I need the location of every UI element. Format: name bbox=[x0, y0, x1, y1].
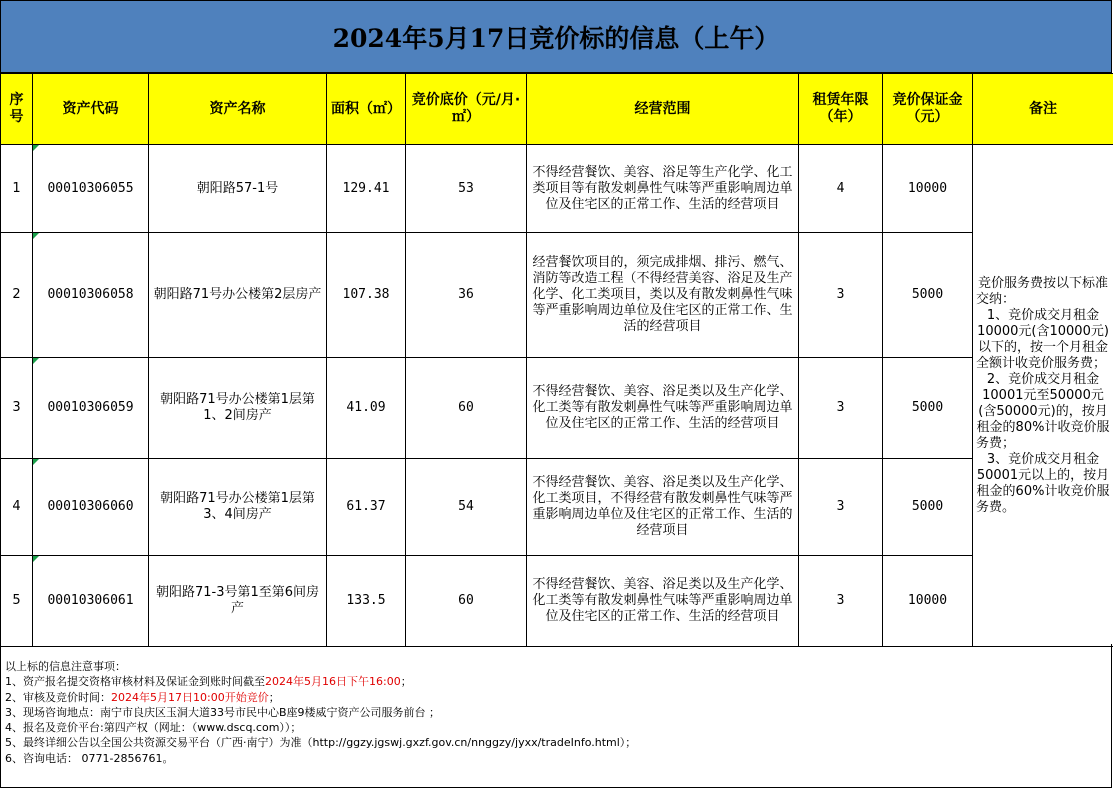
note-line: 2、审核及竞价时间：2024年5月17日10:00开始竞价； bbox=[5, 690, 280, 704]
cell-seq[interactable]: 5 bbox=[1, 556, 33, 647]
cell-code[interactable]: 00010306059 bbox=[33, 358, 149, 459]
cell-area[interactable]: 41.09 bbox=[327, 358, 406, 459]
cell-code[interactable]: 00010306058 bbox=[33, 233, 149, 358]
bidding-table bbox=[0, 73, 1113, 647]
cell-seq[interactable]: 4 bbox=[1, 459, 33, 556]
remark-line: 2、竞价成交月租金10001元至50000元(含50000元)的，按月租金的80%计收竞价服务费； bbox=[976, 371, 1110, 451]
table-row bbox=[1, 145, 1113, 233]
header-term[interactable]: 租赁年限（年） bbox=[799, 74, 883, 145]
sheet-title: 2024年5月17日竞价标的信息（上午） bbox=[0, 0, 1112, 73]
header-seq[interactable]: 序号 bbox=[1, 74, 33, 145]
cell-scope[interactable]: 不得经营餐饮、美容、浴足类以及生产化学、化工类等有散发刺鼻性气味等严重影响周边单位及住宅区的正常工作、生活的经营项目 bbox=[527, 358, 799, 459]
header-code[interactable]: 资产代码 bbox=[33, 74, 149, 145]
cell-scope[interactable]: 不得经营餐饮、美容、浴足等生产化学、化工类项目等有散发刺鼻性气味等严重影响周边单位及住宅区的正常工作、生活的经营项目 bbox=[527, 145, 799, 233]
cell-code[interactable]: 00010306060 bbox=[33, 459, 149, 556]
note-line: 4、报名及竞价平台:第四产权（网址：（www.dscq.com））； bbox=[5, 721, 302, 735]
table-row bbox=[1, 358, 1113, 459]
note-line: 3、现场咨询地点：南宁市良庆区玉洞大道33号市民中心B座9楼威宁资产公司服务前台 ； bbox=[5, 705, 441, 719]
cell-deposit[interactable]: 10000 bbox=[883, 145, 973, 233]
notes-heading: 以上标的信息注意事项： bbox=[5, 660, 126, 673]
cell-area[interactable]: 61.37 bbox=[327, 459, 406, 556]
header-remark[interactable]: 备注 bbox=[973, 74, 1113, 145]
bidding-time-highlight: 2024年5月17日10:00开始竞价 bbox=[111, 690, 269, 704]
cell-area[interactable]: 133.5 bbox=[327, 556, 406, 647]
cell-price[interactable]: 54 bbox=[406, 459, 527, 556]
cell-term[interactable]: 4 bbox=[799, 145, 883, 233]
cell-area[interactable]: 129.41 bbox=[327, 145, 406, 233]
header-area[interactable]: 面积（㎡） bbox=[327, 74, 406, 145]
cell-price[interactable]: 60 bbox=[406, 358, 527, 459]
table-row bbox=[1, 556, 1113, 647]
cell-area[interactable]: 107.38 bbox=[327, 233, 406, 358]
table-row bbox=[1, 459, 1113, 556]
remark-line: 3、竞价成交月租金50001元以上的，按月租金的60%计收竞价服务费。 bbox=[976, 451, 1110, 515]
cell-seq[interactable]: 3 bbox=[1, 358, 33, 459]
remark-line: 1、竞价成交月租金10000元(含10000元)以下的，按一个月租金全额计收竞价服务费； bbox=[976, 307, 1109, 371]
header-price[interactable]: 竞价底价（元/月·㎡） bbox=[406, 74, 527, 145]
cell-price[interactable]: 60 bbox=[406, 556, 527, 647]
cell-term[interactable]: 3 bbox=[799, 358, 883, 459]
cell-price[interactable]: 36 bbox=[406, 233, 527, 358]
header-name[interactable]: 资产名称 bbox=[149, 74, 327, 145]
header-row bbox=[1, 74, 1113, 145]
cell-scope[interactable]: 经营餐饮项目的，须完成排烟、排污、燃气、消防等改造工程（不得经营美容、浴足及生产化学、化工类项目，类以及有散发刺鼻性气味等严重影响周边单位及住宅区的正常工作、生活的经营项目 bbox=[527, 233, 799, 358]
cell-term[interactable]: 3 bbox=[799, 459, 883, 556]
cell-deposit[interactable]: 10000 bbox=[883, 556, 973, 647]
cell-code[interactable]: 00010306061 bbox=[33, 556, 149, 647]
cell-name[interactable]: 朝阳路71号办公楼第2层房产 bbox=[149, 233, 327, 358]
cell-scope[interactable]: 不得经营餐饮、美容、浴足类以及生产化学、化工类等有散发刺鼻性气味等严重影响周边单位及住宅区的正常工作、生活的经营项目 bbox=[527, 556, 799, 647]
cell-seq[interactable]: 2 bbox=[1, 233, 33, 358]
cell-term[interactable]: 3 bbox=[799, 233, 883, 358]
cell-remark[interactable] bbox=[973, 145, 1113, 647]
note-line: 6、咨询电话： 0771-2856761。 bbox=[5, 751, 174, 765]
cell-scope[interactable]: 不得经营餐饮、美容、浴足类以及生产化学、化工类项目，不得经营有散发刺鼻性气味等严重影响周边单位及住宅区的正常工作、生活的经营项目 bbox=[527, 459, 799, 556]
cell-deposit[interactable]: 5000 bbox=[883, 358, 973, 459]
note-line: 1、资产报名提交资格审核材料及保证金到账时间截至2024年5月16日下午16:00； bbox=[5, 675, 412, 689]
notes-section[interactable] bbox=[0, 644, 1112, 788]
cell-name[interactable]: 朝阳路71号办公楼第1层第3、4间房产 bbox=[149, 459, 327, 556]
cell-deposit[interactable]: 5000 bbox=[883, 233, 973, 358]
cell-name[interactable]: 朝阳路71-3号第1至第6间房产 bbox=[149, 556, 327, 647]
cell-name[interactable]: 朝阳路71号办公楼第1层第1、2间房产 bbox=[149, 358, 327, 459]
cell-name[interactable]: 朝阳路57-1号 bbox=[149, 145, 327, 233]
header-scope[interactable]: 经营范围 bbox=[527, 74, 799, 145]
cell-price[interactable]: 53 bbox=[406, 145, 527, 233]
deadline-highlight: 2024年5月16日下午16:00 bbox=[265, 675, 401, 689]
header-deposit[interactable]: 竞价保证金（元） bbox=[883, 74, 973, 145]
remark-line: 竞价服务费按以下标准交纳： bbox=[976, 275, 1108, 307]
cell-term[interactable]: 3 bbox=[799, 556, 883, 647]
cell-deposit[interactable]: 5000 bbox=[883, 459, 973, 556]
cell-code[interactable]: 00010306055 bbox=[33, 145, 149, 233]
table-row bbox=[1, 233, 1113, 358]
note-line: 5、最终详细公告以全国公共资源交易平台（广西·南宁）为准（http://ggzy.jgswj.gxzf.gov.cn/nnggzy/jyxx/tradeInfo.html）； bbox=[5, 736, 637, 750]
cell-seq[interactable]: 1 bbox=[1, 145, 33, 233]
